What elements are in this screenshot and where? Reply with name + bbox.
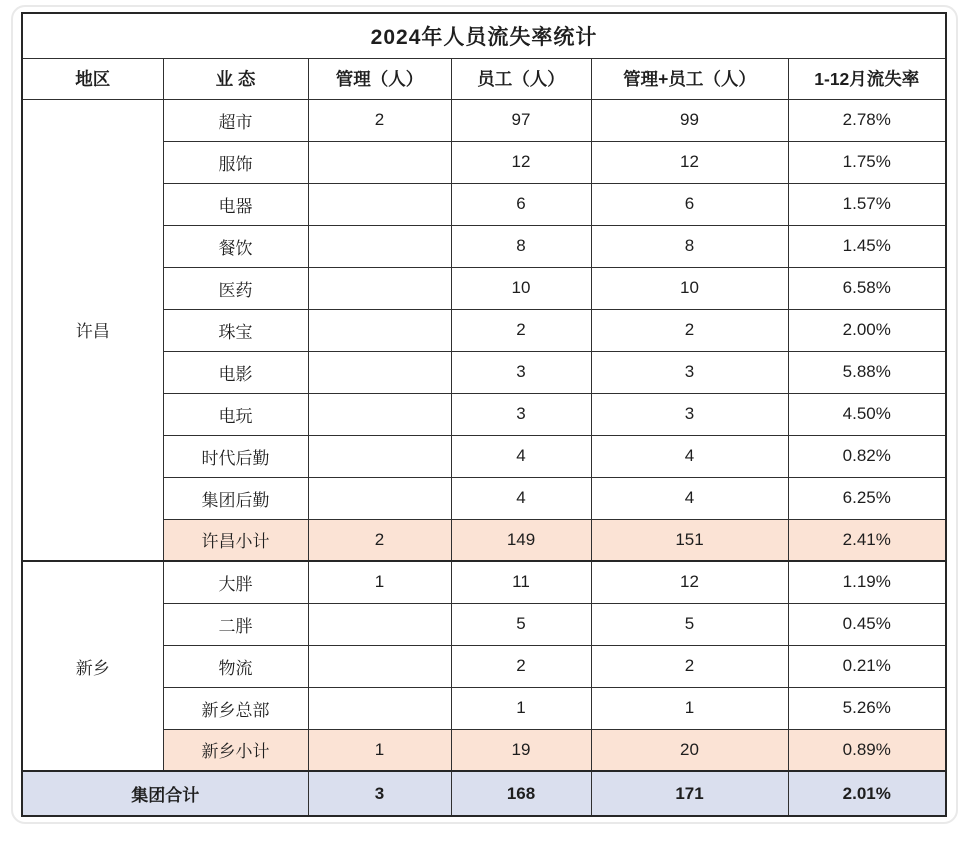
cell-total: 10 <box>591 267 788 309</box>
cell-total: 2 <box>591 309 788 351</box>
column-header-business: 业 态 <box>163 58 308 99</box>
cell-rate: 2.41% <box>788 519 946 561</box>
cell-mgmt <box>308 393 451 435</box>
cell-mgmt <box>308 267 451 309</box>
cell-rate: 4.50% <box>788 393 946 435</box>
column-header-region: 地区 <box>22 58 163 99</box>
cell-label: 新乡总部 <box>163 687 308 729</box>
cell-label: 电影 <box>163 351 308 393</box>
cell-rate: 6.25% <box>788 477 946 519</box>
cell-label: 物流 <box>163 645 308 687</box>
cell-mgmt <box>308 309 451 351</box>
cell-mgmt <box>308 687 451 729</box>
cell-mgmt: 3 <box>308 771 451 816</box>
cell-staff: 5 <box>451 603 591 645</box>
cell-staff: 1 <box>451 687 591 729</box>
cell-staff: 97 <box>451 99 591 141</box>
cell-total: 4 <box>591 477 788 519</box>
cell-staff: 8 <box>451 225 591 267</box>
table-card <box>11 5 958 824</box>
cell-mgmt: 1 <box>308 561 451 603</box>
cell-total: 3 <box>591 351 788 393</box>
column-header-management-staff: 管理+员工（人） <box>591 58 788 99</box>
cell-staff: 6 <box>451 183 591 225</box>
column-header-management: 管理（人） <box>308 58 451 99</box>
grand-total-label: 集团合计 <box>22 771 308 816</box>
cell-label: 二胖 <box>163 603 308 645</box>
title-row <box>22 13 946 58</box>
turnover-table <box>21 12 947 817</box>
cell-mgmt <box>308 183 451 225</box>
cell-mgmt: 2 <box>308 99 451 141</box>
cell-rate: 6.58% <box>788 267 946 309</box>
cell-mgmt <box>308 225 451 267</box>
cell-mgmt: 1 <box>308 729 451 771</box>
cell-staff: 3 <box>451 351 591 393</box>
cell-label: 许昌小计 <box>163 519 308 561</box>
region-cell-xuchang: 许昌 <box>22 99 163 561</box>
cell-total: 171 <box>591 771 788 816</box>
cell-mgmt <box>308 477 451 519</box>
cell-total: 1 <box>591 687 788 729</box>
cell-rate: 1.75% <box>788 141 946 183</box>
cell-mgmt <box>308 645 451 687</box>
cell-staff: 4 <box>451 477 591 519</box>
cell-total: 4 <box>591 435 788 477</box>
cell-staff: 149 <box>451 519 591 561</box>
cell-mgmt: 2 <box>308 519 451 561</box>
table-body <box>22 99 946 816</box>
cell-total: 3 <box>591 393 788 435</box>
cell-total: 2 <box>591 645 788 687</box>
cell-rate: 1.19% <box>788 561 946 603</box>
cell-rate: 5.26% <box>788 687 946 729</box>
cell-label: 餐饮 <box>163 225 308 267</box>
table-row <box>22 561 946 603</box>
cell-total: 8 <box>591 225 788 267</box>
cell-rate: 1.57% <box>788 183 946 225</box>
cell-label: 超市 <box>163 99 308 141</box>
cell-mgmt <box>308 141 451 183</box>
cell-staff: 10 <box>451 267 591 309</box>
cell-staff: 2 <box>451 309 591 351</box>
cell-label: 电玩 <box>163 393 308 435</box>
cell-rate: 0.21% <box>788 645 946 687</box>
grand-total-row <box>22 771 946 816</box>
header-row <box>22 58 946 99</box>
cell-rate: 0.82% <box>788 435 946 477</box>
cell-label: 服饰 <box>163 141 308 183</box>
cell-staff: 4 <box>451 435 591 477</box>
region-cell-xinxiang: 新乡 <box>22 561 163 771</box>
cell-total: 12 <box>591 561 788 603</box>
cell-total: 20 <box>591 729 788 771</box>
cell-staff: 11 <box>451 561 591 603</box>
cell-rate: 0.45% <box>788 603 946 645</box>
cell-staff: 168 <box>451 771 591 816</box>
cell-rate: 2.00% <box>788 309 946 351</box>
cell-total: 5 <box>591 603 788 645</box>
cell-rate: 2.01% <box>788 771 946 816</box>
cell-total: 6 <box>591 183 788 225</box>
column-header-rate: 1-12月流失率 <box>788 58 946 99</box>
cell-mgmt <box>308 603 451 645</box>
cell-label: 珠宝 <box>163 309 308 351</box>
cell-staff: 3 <box>451 393 591 435</box>
column-header-staff: 员工（人） <box>451 58 591 99</box>
cell-staff: 2 <box>451 645 591 687</box>
cell-label: 医药 <box>163 267 308 309</box>
cell-staff: 19 <box>451 729 591 771</box>
table-row <box>22 99 946 141</box>
cell-rate: 2.78% <box>788 99 946 141</box>
cell-rate: 1.45% <box>788 225 946 267</box>
cell-label: 时代后勤 <box>163 435 308 477</box>
cell-mgmt <box>308 435 451 477</box>
cell-label: 集团后勤 <box>163 477 308 519</box>
table-title: 2024年人员流失率统计 <box>22 13 946 58</box>
cell-label: 电器 <box>163 183 308 225</box>
cell-label: 大胖 <box>163 561 308 603</box>
cell-rate: 5.88% <box>788 351 946 393</box>
cell-total: 12 <box>591 141 788 183</box>
cell-total: 99 <box>591 99 788 141</box>
cell-staff: 12 <box>451 141 591 183</box>
cell-total: 151 <box>591 519 788 561</box>
cell-rate: 0.89% <box>788 729 946 771</box>
cell-mgmt <box>308 351 451 393</box>
cell-label: 新乡小计 <box>163 729 308 771</box>
